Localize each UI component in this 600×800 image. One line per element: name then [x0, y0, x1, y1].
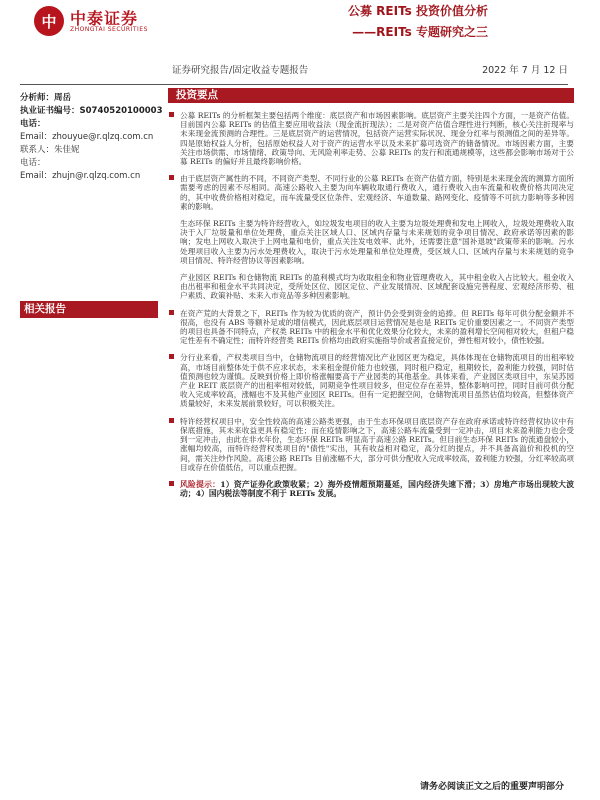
- report-category: 证券研究报告/固定收益专题报告: [172, 65, 309, 76]
- contact-email[interactable]: Email：zhujn@r.qlzq.com.cn: [20, 171, 141, 181]
- paragraph: [168, 219, 574, 265]
- square-bullet-icon: [169, 112, 174, 117]
- risk-warning: [168, 480, 574, 498]
- analyst-email[interactable]: Email：zhouyue@r.qlzq.com.cn: [20, 132, 154, 142]
- square-bullet-icon: [169, 418, 174, 423]
- paragraph-text: 公募 REITs 的分析框架主要包括两个维度：底层资产和市场因素影响。底层资产主要关注四个方面，一是资产估值。目前国内公募 REITs 的估值主要应用收益法（现金流折现法）；二是对资产估值合理性进行判断，核心关注折现率与未来现金流预测的合理性。三是底层资产的运营情况，包括资产运营实际状况、现金分红率与预测值之间的差异等。四是原始权益人分析，包括原始权益人对于资产的运营水平以及未来扩募可选资产的储备情况。市场因素方面，主要关注市场供需、市场情绪、政策导向、无风险利率走势、公募 REITs 的发行和流通规模等，这些都会影响市场对于公募 REITs 的偏好并且最终影响价格。: [180, 111, 574, 167]
- report-title: 公募 REITs 投资价值分析: [348, 4, 488, 18]
- header-divider: [20, 84, 568, 85]
- paragraph-text: 在资产荒的大背景之下，REITs 作为较为优质的资产，预计仍会受到资金的追捧。但 REITs 每年可供分配金额并不很高，也没有 ABS 等额补足或的增信模式，因此底层项目运营情况是也是 REITs 定价重要因素之一。不同资产类型的项目也具备不同特点，产权类 REITs 中的租金水平和优化效果分化较大，未来的盈利增长空间相对较大，但租户稳定性差有不确定性；而特许经营类 REITs 价格均由政府实施指导价或者直接定价，弹性相对较小，债性较强。: [180, 308, 574, 346]
- report-date: 2022 年 7 月 12 日: [482, 65, 568, 76]
- logo-english-name: ZHONGTAI SECURITIES: [70, 26, 148, 33]
- paragraph: [168, 111, 574, 166]
- logo-chinese-name: 中泰证券: [70, 9, 139, 28]
- paragraph: [168, 273, 574, 301]
- paragraph: [168, 417, 574, 472]
- square-bullet-icon: [169, 175, 174, 180]
- report-subtitle: ——REITs 专题研究之三: [352, 25, 488, 39]
- analyst-phone: 电话：: [20, 119, 46, 129]
- disclaimer-footer: 请务必阅读正文之后的重要声明部分: [419, 782, 564, 792]
- paragraph-text: 分行业来看，产权类项目当中，仓储物流项目的经营情况比产业园区更为稳定，具体体现在仓储物流项目的出租率较高，市场目前整体处于供不应求状态，未来租金提价能力也较强，同时租户稳定，租期较长，盈利能力较强，同时估值预测也较为谨慎。反映到价格上即价格涨幅要高于产业园类的其他基金。具体来看，产业园区类项目中，东吴苏园产业 REIT 底层资产的出租率相对较低，同期竞争性项目较多，但定位存在差异，整体影响可控，同时目前可供分配收入完成率较高，涨幅也不及其他产业园区 REITs。但有一定把握空间，仓储物流项目虽然估值均较高，但整体资产质量较好，未来发展前景较好，可以积极关注。: [180, 353, 574, 409]
- paragraph: [168, 174, 574, 211]
- risk-label: 风险提示：: [180, 479, 221, 489]
- square-bullet-icon: [169, 310, 174, 315]
- paragraph-text: 生态环保 REITs 主要为特许经营收入，如垃圾发电项目的收入主要为垃圾处理费和发电上网收入，垃圾处理费收入取决于入厂垃圾量和单位处理费，重点关注区域人口、区域内存量与未来规划的竞争项目情况、政府承诺等因素的影响；发电上网收入取决于上网电量和电价，重点关注发电效率、此外，还需要注意"国补退坡"政策带来的影响。污水处理项目收入主要为污水处理费收入，取决于污水处理量和单位处理费，受区域人口、区域内存量与未来规划的竞争项目情况、特许经营协议等因素影响。: [180, 219, 574, 265]
- square-bullet-icon: [169, 481, 174, 486]
- section-title-bar: 投资要点: [168, 88, 574, 103]
- risk-text: 1）资产证券化政策收紧；2）海外疫情超预期蔓延，国内经济失速下滑；3）房地产市场出现较大波动；4）国内税法等制度不利于 REITs 发展。: [180, 479, 574, 499]
- square-bullet-icon: [169, 354, 174, 359]
- contact-phone: 电话：: [20, 158, 46, 168]
- paragraph-text: 产业园区 REITs 和仓储物流 REITs 的盈利模式均为收取租金和物业管理费收入，其中租金收入占比较大。租金收入由出租率和租金水平共同决定，受所处区位、园区定位、产业发展情况、区域配套设施完善程度、宏观经济形势、租户素质、政策补贴、未来入市竞品等多种因素影响。: [180, 273, 574, 301]
- analyst-sidebar: [20, 92, 163, 183]
- logo-mark: 中: [34, 6, 64, 36]
- paragraph-text: 特许经营权项目中，安全性较高的高速公路类更强，由于生态环保项目底层资产存在政府承诺或特许经营权协议中有保底措施，其未来收益更具有稳定性；而在疫情影响之下，高速公路车流量受到一定冲击，项目未来盈利能力也会受到一定冲击，由此在非水年份，生态环保 REITs 明显高于高速公路 REITs。但目前生态环保 REITs 的流通盘较小，涨幅均较高，而特许经营权类项目的"债性"实出，其有收益相对稳定，高分红的提点，并不具备高溢价和投机的空间，需关注炒作风险。高速公路 REITs 目前涨幅不大，部分可供分配收入完成率较高，盈利能力较强，分红率较高项目或存在价值低估，可以重点把握。: [180, 416, 574, 472]
- related-reports-header: 相关报告: [20, 301, 158, 318]
- analyst-name: 分析师：周岳: [20, 93, 72, 103]
- meta-line: [172, 62, 568, 80]
- paragraph: [168, 353, 574, 408]
- analyst-cert: 执业证书编号：S0740520100003: [20, 106, 163, 116]
- main-content: [168, 88, 574, 498]
- paragraph-text: 由于底层资产属性的不同，不同资产类型、不同行业的公募 REITs 在资产估值方面，特别是未来现金流的测算方面所需要考虑的因素不尽相同。高速公路收入主要为向车辆收取通行费收入，通行费收入由车流量和收费价格共同决定的，其中收费价格相对稳定，而车流量受区位条件、宏观经济、车道数量、路网变化、疫情等不可抗力影响等多种因素的影响。: [180, 174, 574, 211]
- contact-name: 联系人：朱佳妮: [20, 145, 80, 155]
- paragraph: [168, 309, 574, 346]
